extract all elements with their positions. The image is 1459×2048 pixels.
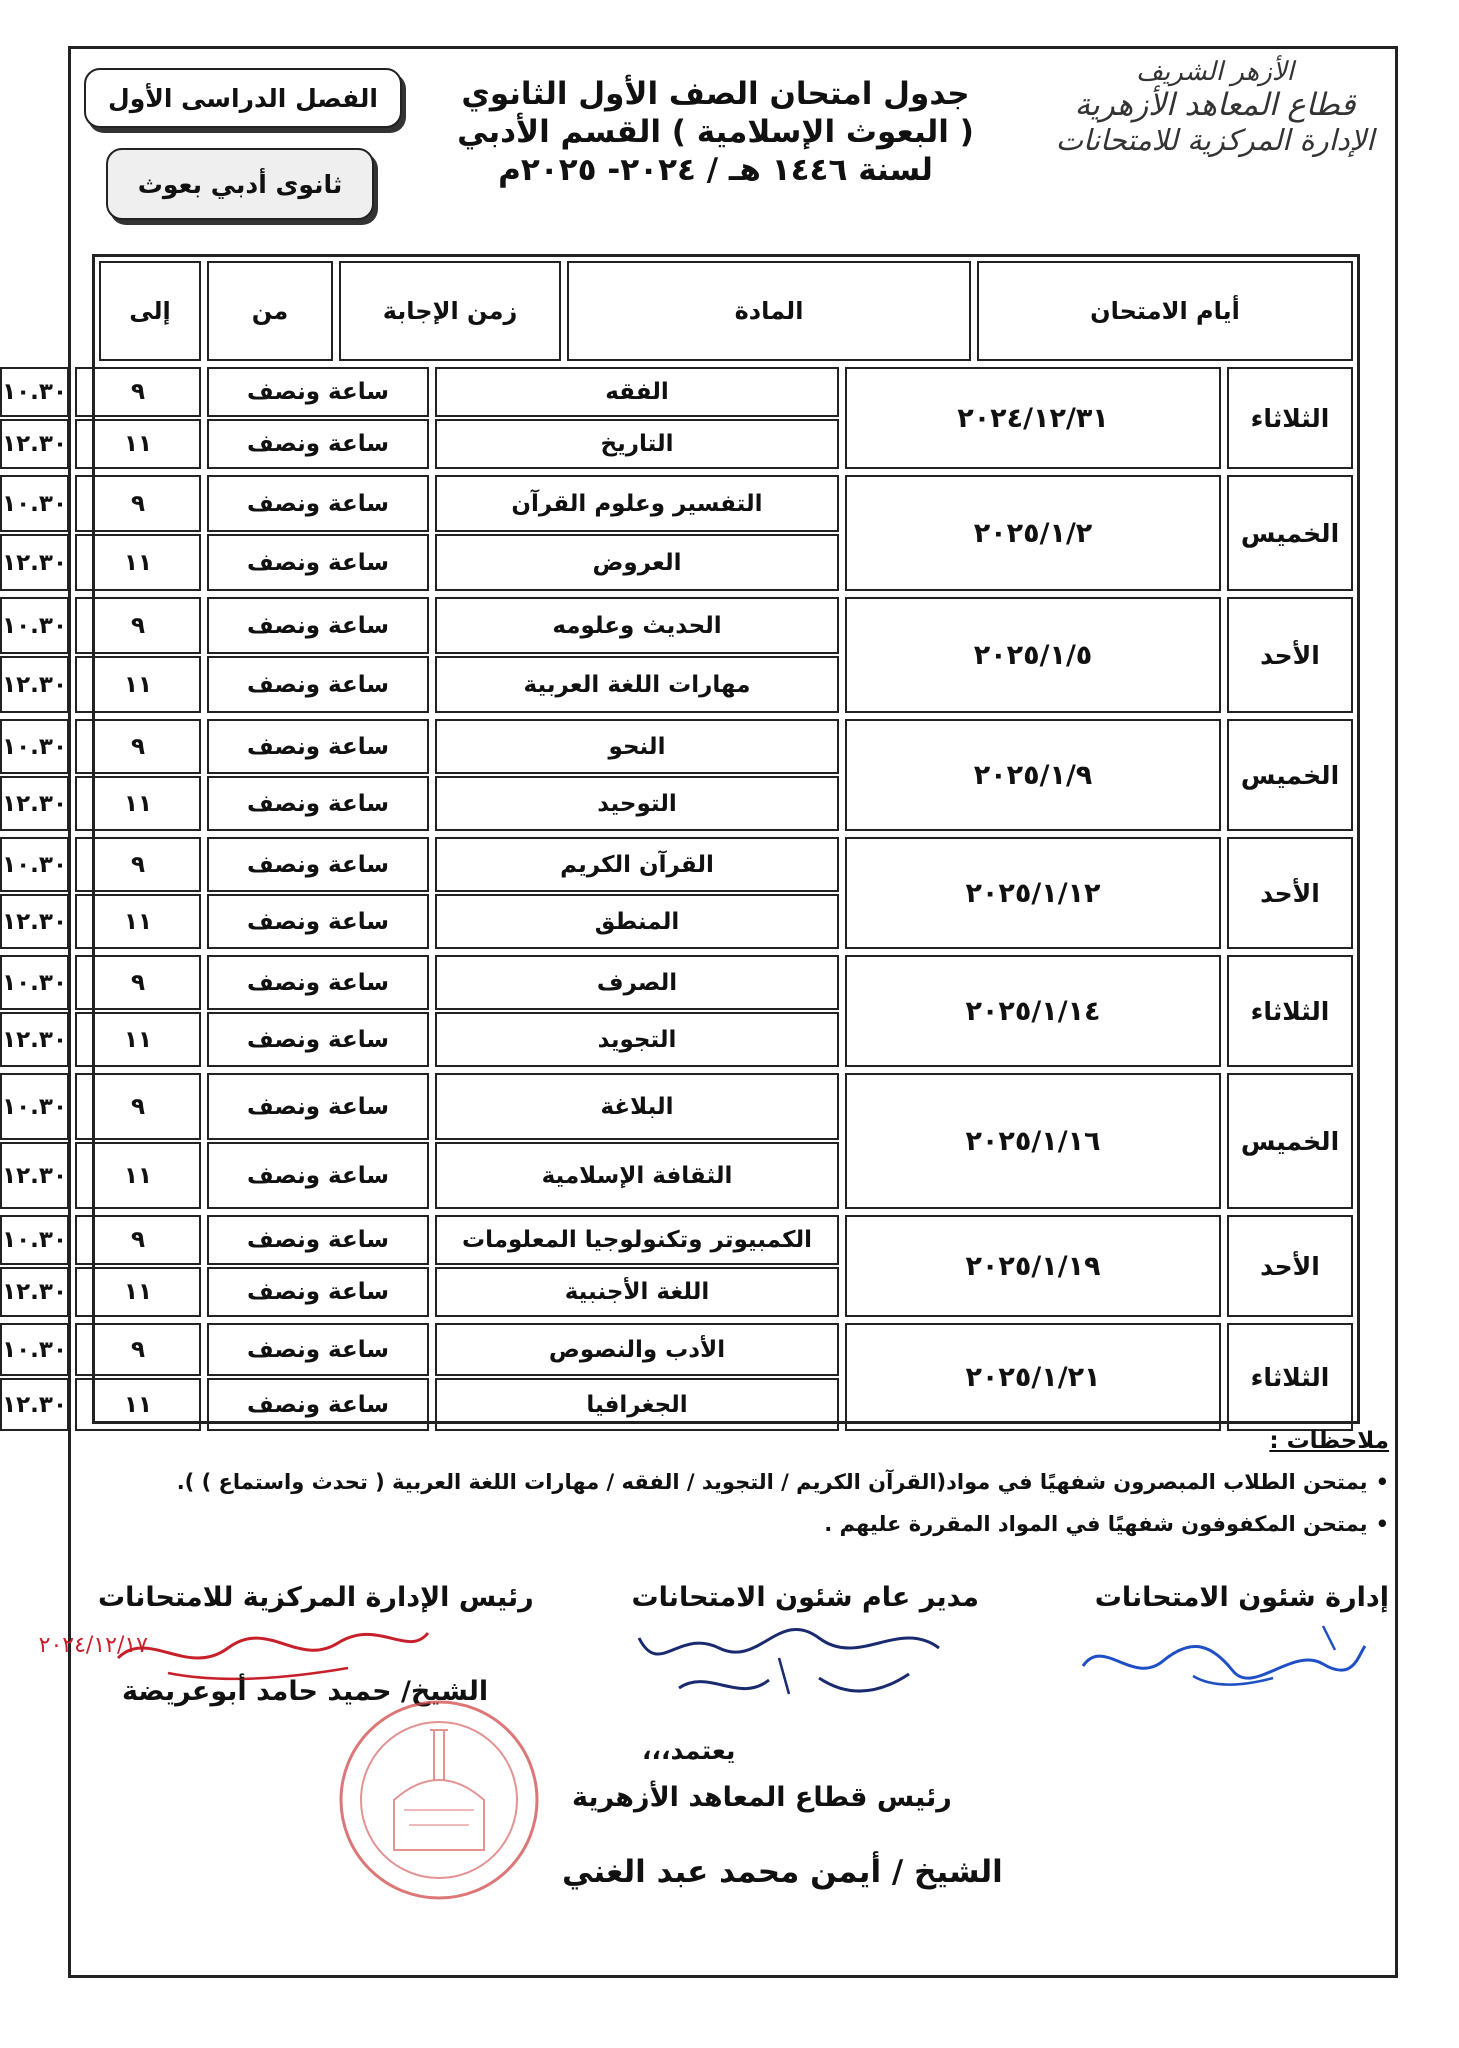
exam-day: الأحد [1227,1215,1353,1317]
cell-to: ١٢.٣٠ [0,776,69,831]
cell-from: ٩ [75,1215,201,1265]
central-head-name: الشيخ/ حميد حامد أبوعريضة [122,1676,489,1707]
logo-line: الإدارة المركزية للامتحانات [1055,122,1375,157]
title-line: جدول امتحان الصف الأول الثانوي [461,76,970,112]
azhar-logo [1035,58,1395,157]
cell-to: ١٢.٣٠ [0,1267,69,1317]
table-row [0,894,839,949]
general-manager-signature [619,1608,959,1718]
table-header-row [99,261,1353,361]
subject-rows [0,955,839,1067]
cell-subject: التجويد [435,1012,839,1067]
header-duration: زمن الإجابة [339,261,561,361]
cell-to: ١٢.٣٠ [0,534,69,591]
table-row [0,1215,839,1265]
cell-from: ٩ [75,597,201,654]
exam-day-group [2,367,1353,469]
exam-day: الأحد [1227,597,1353,713]
cell-from: ١١ [75,419,201,469]
header-from: من [207,261,333,361]
subject-rows [0,837,839,949]
table-row [0,1378,839,1431]
exam-date: ٢٠٢٥/١/٢ [845,475,1221,591]
cell-subject: التوحيد [435,776,839,831]
cell-duration: ساعة ونصف [207,419,429,469]
exam-day: الأحد [1227,837,1353,949]
exam-day-group [2,719,1353,831]
table-row [0,1142,839,1209]
header-days: أيام الامتحان [977,261,1353,361]
notes-title: ملاحظات : [1269,1428,1389,1454]
table-row [0,475,839,532]
cell-subject: مهارات اللغة العربية [435,656,839,713]
note-item: • يمتحن الطلاب المبصرون شفهيًا في مواد(القرآن الكريم / التجويد / الفقه / مهارات اللغة العربية ( تحدث واستماع ) ). [177,1470,1389,1494]
cell-duration: ساعة ونصف [207,1012,429,1067]
exam-day-group [2,597,1353,713]
cell-from: ١١ [75,534,201,591]
cell-subject: الصرف [435,955,839,1010]
cell-to: ١٢.٣٠ [0,894,69,949]
cell-subject: الحديث وعلومه [435,597,839,654]
cell-duration: ساعة ونصف [207,837,429,892]
cell-subject: القرآن الكريم [435,837,839,892]
exam-day: الخميس [1227,1073,1353,1209]
exam-day-group [2,1215,1353,1317]
cell-subject: التفسير وعلوم القرآن [435,475,839,532]
cell-duration: ساعة ونصف [207,776,429,831]
cell-subject: الأدب والنصوص [435,1323,839,1376]
cell-from: ١١ [75,776,201,831]
exam-day-group [2,1323,1353,1431]
signature-date: ٢٠٢٤/١٢/١٧ [38,1633,148,1658]
approval-label: يعتمد،،، [642,1736,736,1765]
subject-rows [0,1215,839,1317]
exam-date: ٢٠٢٥/١/١٤ [845,955,1221,1067]
cell-to: ١٠.٣٠ [0,1073,69,1140]
table-row [0,776,839,831]
cell-duration: ساعة ونصف [207,1323,429,1376]
cell-to: ١٢.٣٠ [0,656,69,713]
exam-day: الثلاثاء [1227,1323,1353,1431]
subject-rows [0,367,839,469]
cell-duration: ساعة ونصف [207,1267,429,1317]
cell-to: ١٠.٣٠ [0,597,69,654]
title-line: ( البعوث الإسلامية ) القسم الأدبي [457,113,974,150]
cell-to: ١٠.٣٠ [0,367,69,417]
cell-subject: التاريخ [435,419,839,469]
title-line: لسنة ١٤٤٦ هـ / ٢٠٢٤- ٢٠٢٥م [498,151,933,188]
subject-rows [0,597,839,713]
cell-duration: ساعة ونصف [207,1073,429,1140]
cell-subject: الثقافة الإسلامية [435,1142,839,1209]
exams-admin-title: إدارة شئون الامتحانات [1094,1582,1389,1613]
cell-to: ١٠.٣٠ [0,1215,69,1265]
central-head-title: رئيس الإدارة المركزية للامتحانات [98,1582,534,1613]
cell-duration: ساعة ونصف [207,1142,429,1209]
class-label-box: ثانوى أدبي بعوث [106,148,374,220]
cell-from: ٩ [75,475,201,532]
header-subject: المادة [567,261,971,361]
table-row [0,656,839,713]
exam-day-group [2,955,1353,1067]
table-row [0,837,839,892]
table-body [2,367,1353,1418]
cell-from: ١١ [75,1378,201,1431]
exam-day-group [2,1073,1353,1209]
exam-date: ٢٠٢٥/١/٢١ [845,1323,1221,1431]
logo-line: الأزهر الشريف [1136,57,1294,87]
cell-duration: ساعة ونصف [207,367,429,417]
exam-date: ٢٠٢٤/١٢/٣١ [845,367,1221,469]
cell-duration: ساعة ونصف [207,1378,429,1431]
cell-from: ١١ [75,1012,201,1067]
exam-day-group [2,475,1353,591]
table-row [0,1267,839,1317]
cell-from: ١١ [75,894,201,949]
cell-subject: الجغرافيا [435,1378,839,1431]
exam-date: ٢٠٢٥/١/١٩ [845,1215,1221,1317]
table-row [0,1073,839,1140]
sector-head-title: رئيس قطاع المعاهد الأزهرية [572,1782,952,1813]
cell-subject: المنطق [435,894,839,949]
cell-from: ٩ [75,367,201,417]
cell-duration: ساعة ونصف [207,534,429,591]
table-row [0,597,839,654]
cell-from: ١١ [75,656,201,713]
header-to: إلى [99,261,201,361]
subject-rows [0,1323,839,1431]
cell-subject: الفقه [435,367,839,417]
table-row [0,419,839,469]
exams-admin-signature [1073,1616,1373,1696]
table-row [0,1323,839,1376]
cell-duration: ساعة ونصف [207,894,429,949]
cell-subject: النحو [435,719,839,774]
cell-to: ١٢.٣٠ [0,1142,69,1209]
subject-rows [0,1073,839,1209]
exam-date: ٢٠٢٥/١/٩ [845,719,1221,831]
table-row [0,955,839,1010]
exam-schedule-table [2,254,1360,1424]
subject-rows [0,475,839,591]
exam-day: الخميس [1227,475,1353,591]
table-row [0,367,839,417]
cell-to: ١٠.٣٠ [0,837,69,892]
official-stamp-icon [334,1690,544,1910]
exam-day: الثلاثاء [1227,367,1353,469]
table-row [0,719,839,774]
cell-from: ٩ [75,837,201,892]
cell-from: ١١ [75,1267,201,1317]
note-item: • يمتحن المكفوفون شفهيًا في المواد المقررة عليهم . [824,1512,1389,1536]
cell-duration: ساعة ونصف [207,597,429,654]
logo-line: قطاع المعاهد الأزهرية [1074,86,1356,123]
exam-day: الخميس [1227,719,1353,831]
cell-subject: العروض [435,534,839,591]
exam-day-group [2,837,1353,949]
cell-from: ١١ [75,1142,201,1209]
cell-from: ٩ [75,955,201,1010]
cell-from: ٩ [75,1073,201,1140]
general-manager-title: مدير عام شئون الامتحانات [631,1582,979,1613]
sector-head-name: الشيخ / أيمن محمد عبد الغني [562,1854,1003,1890]
term-label-box: الفصل الدراسى الأول [84,68,402,128]
subject-rows [0,719,839,831]
cell-duration: ساعة ونصف [207,656,429,713]
exam-day: الثلاثاء [1227,955,1353,1067]
cell-duration: ساعة ونصف [207,1215,429,1265]
cell-to: ١٠.٣٠ [0,1323,69,1376]
cell-to: ١٢.٣٠ [0,1012,69,1067]
exam-date: ٢٠٢٥/١/٥ [845,597,1221,713]
cell-to: ١٠.٣٠ [0,955,69,1010]
table-row [0,1012,839,1067]
cell-to: ١٠.٣٠ [0,719,69,774]
cell-subject: الكمبيوتر وتكنولوجيا المعلومات [435,1215,839,1265]
cell-subject: البلاغة [435,1073,839,1140]
cell-duration: ساعة ونصف [207,955,429,1010]
exam-date: ٢٠٢٥/١/١٢ [845,837,1221,949]
cell-to: ١٠.٣٠ [0,475,69,532]
cell-from: ٩ [75,719,201,774]
cell-duration: ساعة ونصف [207,475,429,532]
exam-date: ٢٠٢٥/١/١٦ [845,1073,1221,1209]
cell-duration: ساعة ونصف [207,719,429,774]
schedule-title [442,76,989,189]
cell-to: ١٢.٣٠ [0,419,69,469]
cell-from: ٩ [75,1323,201,1376]
table-row [0,534,839,591]
cell-to: ١٢.٣٠ [0,1378,69,1431]
cell-subject: اللغة الأجنبية [435,1267,839,1317]
